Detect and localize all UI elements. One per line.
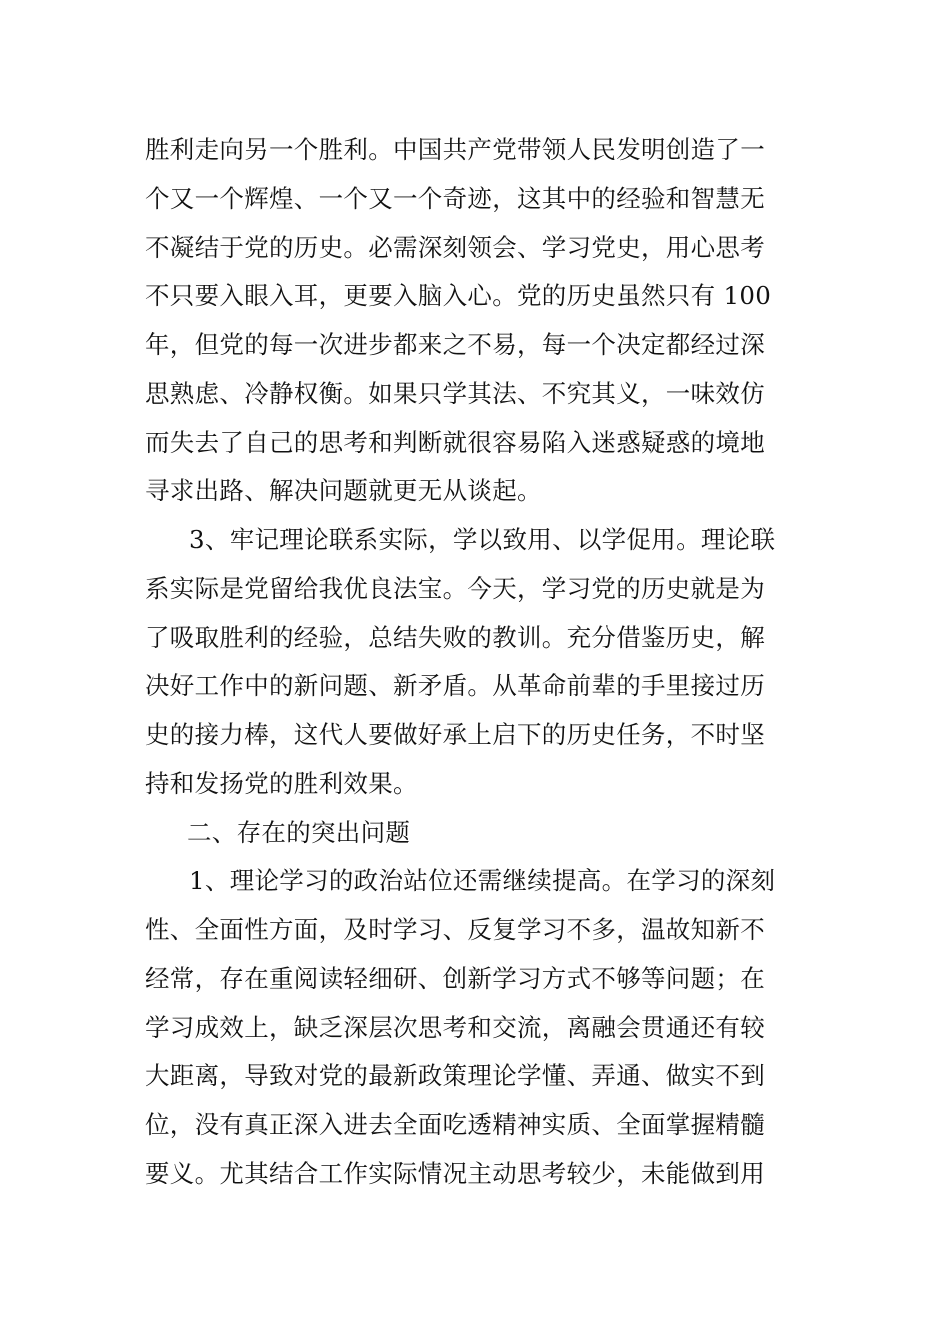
text-line: 1、理论学习的政治站位还需继续提高。在学习的深刻 [189, 866, 776, 896]
text-line: 了吸取胜利的经验，总结失败的教训。充分借鉴历史，解 [145, 622, 765, 652]
text-line: 年，但党的每一次进步都来之不易，每一个决定都经过深 [145, 330, 765, 359]
section-heading-text: 二、存在的突出问题 [187, 817, 411, 847]
section-heading [145, 809, 815, 858]
text-line: 寻求出路、解决问题就更无从谈起。 [145, 476, 542, 506]
text-line: 不只要入眼入耳，更要入脑入心。党的历史虽然只有 100 [145, 281, 772, 311]
text-line: 大距离，导致对党的最新政策理论学懂、弄通、做实不到 [145, 1061, 765, 1091]
text-line: 胜利走向另一个胜利。中国共产党带领人民发明创造了一 [145, 135, 765, 164]
document-body [145, 126, 815, 1199]
text-line: 学习成效上，缺乏深层次思考和交流，离融会贯通还有较 [145, 1012, 765, 1042]
text-line: 要义。尤其结合工作实际情况主动思考较少，未能做到用 [145, 1158, 765, 1188]
text-line: 史的接力棒，这代人要做好承上启下的历史任务，不时坚 [145, 720, 765, 749]
text-line: 不凝结于党的历史。必需深刻领会、学习党史，用心思考 [145, 232, 765, 262]
text-line: 决好工作中的新问题、新矛盾。从革命前辈的手里接过历 [145, 671, 765, 701]
text-line: 持和发扬党的胜利效果。 [145, 768, 418, 798]
text-line: 经常，存在重阅读轻细研、创新学习方式不够等问题；在 [145, 963, 765, 993]
paragraph-problem-1 [145, 857, 815, 1198]
text-line: 思熟虑、冷静权衡。如果只学其法、不究其义，一味效仿 [145, 378, 765, 408]
text-line: 位，没有真正深入进去全面吃透精神实质、全面掌握精髓 [145, 1110, 765, 1139]
text-line: 3、牢记理论联系实际，学以致用、以学促用。理论联 [189, 525, 776, 554]
text-line: 性、全面性方面，及时学习、反复学习不多，温故知新不 [145, 915, 765, 944]
text-line: 系实际是党留给我优良法宝。今天，学习党的历史就是为 [145, 573, 765, 603]
paragraph-point-3 [145, 516, 815, 809]
text-line: 个又一个辉煌、一个又一个奇迹，这其中的经验和智慧无 [145, 183, 765, 213]
paragraph-continued [145, 126, 815, 516]
text-line: 而失去了自己的思考和判断就很容易陷入迷惑疑惑的境地 [145, 427, 765, 457]
